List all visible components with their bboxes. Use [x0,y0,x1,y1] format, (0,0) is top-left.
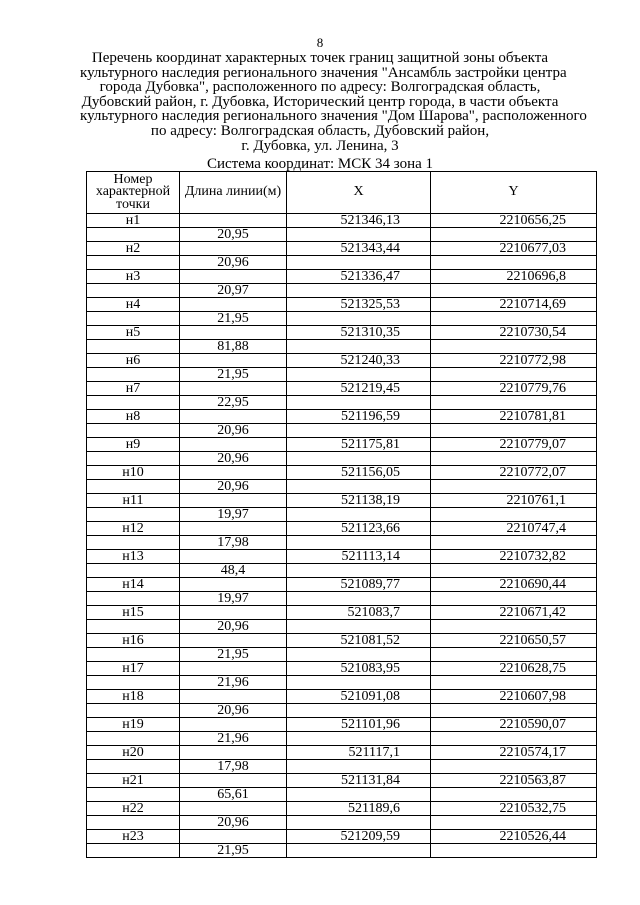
line-length-cell: 81,88 [180,340,287,354]
length-row [87,424,597,438]
empty-length-cell [180,522,287,536]
length-row [87,228,597,242]
empty-cell [287,480,431,494]
title-line: г. Дубовка, ул. Ленина, 3 [241,137,399,154]
point-number-cell: н23 [87,830,180,844]
empty-cell [87,788,180,802]
x-coordinate-cell: 521310,35 [287,326,431,340]
title-line: культурного наследия регионального значения "Дом Шарова", расположенного [80,108,587,125]
length-row [87,256,597,270]
empty-cell [87,256,180,270]
length-row [87,340,597,354]
table-row [87,354,597,368]
length-row [87,816,597,830]
empty-length-cell [180,298,287,312]
table-row [87,550,597,564]
point-number-cell: н10 [87,466,180,480]
point-number-cell: н6 [87,354,180,368]
empty-cell [87,564,180,578]
point-number-cell: н12 [87,522,180,536]
empty-cell [287,816,431,830]
title-line: Перечень координат характерных точек границ защитной зоны объекта [91,50,549,66]
x-coordinate-cell: 521240,33 [287,354,431,368]
empty-cell [287,704,431,718]
empty-cell [431,704,597,718]
table-row [87,830,597,844]
y-coordinate-cell: 2210714,69 [431,298,597,312]
page-number: 8 [316,35,324,50]
x-coordinate-cell: 521083,95 [287,662,431,676]
empty-cell [87,480,180,494]
y-coordinate-cell: 2210779,07 [431,438,597,452]
point-number-cell: н19 [87,718,180,732]
y-coordinate-cell: 2210650,57 [431,634,597,648]
empty-length-cell [180,802,287,816]
point-number-cell: н5 [87,326,180,340]
point-number-cell: н1 [87,214,180,228]
x-coordinate-cell: 521336,47 [287,270,431,284]
x-coordinate-cell: 521209,59 [287,830,431,844]
table-row [87,606,597,620]
empty-cell [287,732,431,746]
y-coordinate-cell: 2210772,98 [431,354,597,368]
title-line: по адресу: Волгоградская область, Дубовский район, [150,122,490,139]
empty-length-cell [180,270,287,284]
point-number-cell: н3 [87,270,180,284]
point-number-cell: н13 [87,550,180,564]
coordinates-table [86,171,597,858]
y-coordinate-cell: 2210574,17 [431,746,597,760]
x-coordinate-cell: 521219,45 [287,382,431,396]
length-row [87,620,597,634]
line-length-cell: 20,96 [180,816,287,830]
table-row [87,410,597,424]
empty-cell [287,228,431,242]
line-length-cell: 21,95 [180,312,287,326]
x-coordinate-cell: 521189,6 [287,802,431,816]
title-line: культурного наследия регионального значения "Ансамбль застройки центра [80,64,567,81]
y-coordinate-cell: 2210526,44 [431,830,597,844]
line-length-cell: 21,95 [180,368,287,382]
line-length-cell: 20,96 [180,424,287,438]
empty-cell [87,648,180,662]
empty-length-cell [180,718,287,732]
line-length-cell: 19,97 [180,592,287,606]
empty-cell [287,368,431,382]
header-point-number: Номер характерной точки [87,172,180,214]
empty-length-cell [180,382,287,396]
empty-cell [87,228,180,242]
empty-cell [87,424,180,438]
coordinate-system-label: Система координат: МСК 34 зона 1 [206,156,434,172]
x-coordinate-cell: 521081,52 [287,634,431,648]
empty-length-cell [180,494,287,508]
line-length-cell: 20,97 [180,284,287,298]
y-coordinate-cell: 2210732,82 [431,550,597,564]
x-coordinate-cell: 521101,96 [287,718,431,732]
length-row [87,844,597,858]
length-row [87,788,597,802]
x-coordinate-cell: 521343,44 [287,242,431,256]
empty-cell [431,648,597,662]
x-coordinate-cell: 521113,14 [287,550,431,564]
empty-cell [87,452,180,466]
empty-cell [287,284,431,298]
empty-length-cell [180,830,287,844]
empty-cell [431,228,597,242]
empty-cell [287,648,431,662]
line-length-cell: 20,96 [180,704,287,718]
empty-cell [431,340,597,354]
empty-cell [431,424,597,438]
length-row [87,592,597,606]
empty-cell [87,592,180,606]
y-coordinate-cell: 2210781,81 [431,410,597,424]
table-row [87,494,597,508]
empty-cell [431,844,597,858]
empty-cell [287,564,431,578]
table-row [87,662,597,676]
empty-cell [431,508,597,522]
empty-cell [287,424,431,438]
y-coordinate-cell: 2210671,42 [431,606,597,620]
y-coordinate-cell: 2210532,75 [431,802,597,816]
empty-cell [287,508,431,522]
table-row [87,774,597,788]
empty-length-cell [180,242,287,256]
empty-cell [431,564,597,578]
empty-length-cell [180,634,287,648]
point-number-cell: н14 [87,578,180,592]
empty-cell [87,368,180,382]
y-coordinate-cell: 2210677,03 [431,242,597,256]
length-row [87,536,597,550]
y-coordinate-cell: 2210779,76 [431,382,597,396]
point-number-cell: н21 [87,774,180,788]
length-row [87,480,597,494]
empty-cell [431,368,597,382]
line-length-cell: 48,4 [180,564,287,578]
line-length-cell: 20,96 [180,620,287,634]
line-length-cell: 17,98 [180,760,287,774]
x-coordinate-cell: 521117,1 [287,746,431,760]
table-row [87,718,597,732]
length-row [87,508,597,522]
empty-cell [287,788,431,802]
line-length-cell: 65,61 [180,788,287,802]
length-row [87,396,597,410]
table-body [87,214,597,858]
point-number-cell: н15 [87,606,180,620]
x-coordinate-cell: 521156,05 [287,466,431,480]
table-row [87,802,597,816]
y-coordinate-cell: 2210761,1 [431,494,597,508]
x-coordinate-cell: 521083,7 [287,606,431,620]
empty-cell [87,732,180,746]
point-number-cell: н7 [87,382,180,396]
empty-cell [87,816,180,830]
point-number-cell: н2 [87,242,180,256]
empty-length-cell [180,326,287,340]
empty-cell [287,676,431,690]
table-row [87,242,597,256]
table-row [87,746,597,760]
empty-cell [287,760,431,774]
point-number-cell: н9 [87,438,180,452]
x-coordinate-cell: 521123,66 [287,522,431,536]
x-coordinate-cell: 521175,81 [287,438,431,452]
length-row [87,312,597,326]
empty-cell [87,620,180,634]
line-length-cell: 20,96 [180,256,287,270]
point-number-cell: н16 [87,634,180,648]
table-row [87,522,597,536]
empty-cell [87,508,180,522]
empty-cell [431,620,597,634]
empty-cell [287,452,431,466]
empty-cell [431,760,597,774]
line-length-cell: 17,98 [180,536,287,550]
empty-cell [87,704,180,718]
point-number-cell: н20 [87,746,180,760]
empty-cell [431,284,597,298]
empty-length-cell [180,578,287,592]
line-length-cell: 20,96 [180,452,287,466]
empty-cell [287,256,431,270]
empty-cell [431,452,597,466]
line-length-cell: 21,96 [180,732,287,746]
title-line: Дубовский район, г. Дубовка, Исторический центр города, в части объекта [81,93,559,110]
empty-cell [287,340,431,354]
length-row [87,648,597,662]
table-row [87,298,597,312]
length-row [87,704,597,718]
x-coordinate-cell: 521196,59 [287,410,431,424]
table-row [87,438,597,452]
empty-cell [431,816,597,830]
empty-length-cell [180,214,287,228]
empty-cell [87,760,180,774]
length-row [87,732,597,746]
point-number-cell: н11 [87,494,180,508]
empty-cell [431,536,597,550]
length-row [87,760,597,774]
table-row [87,326,597,340]
point-number-cell: н22 [87,802,180,816]
point-number-cell: н8 [87,410,180,424]
header-x: X [287,172,431,214]
empty-cell [431,676,597,690]
length-row [87,452,597,466]
empty-length-cell [180,410,287,424]
empty-cell [287,536,431,550]
title-line: города Дубовка", расположенного по адресу: Волгоградская область, [99,79,541,96]
line-length-cell: 20,95 [180,228,287,242]
x-coordinate-cell: 521325,53 [287,298,431,312]
empty-cell [287,620,431,634]
x-coordinate-cell: 521089,77 [287,578,431,592]
empty-cell [287,312,431,326]
line-length-cell: 20,96 [180,480,287,494]
header-y: Y [431,172,597,214]
empty-cell [87,312,180,326]
empty-cell [287,396,431,410]
empty-length-cell [180,746,287,760]
line-length-cell: 21,95 [180,648,287,662]
empty-cell [87,284,180,298]
empty-cell [87,396,180,410]
document-title [80,50,587,154]
empty-cell [287,844,431,858]
empty-cell [87,676,180,690]
y-coordinate-cell: 2210656,25 [431,214,597,228]
y-coordinate-cell: 2210607,98 [431,690,597,704]
y-coordinate-cell: 2210747,4 [431,522,597,536]
empty-cell [431,788,597,802]
y-coordinate-cell: 2210590,07 [431,718,597,732]
empty-cell [287,592,431,606]
empty-cell [431,312,597,326]
table-header-row [87,172,597,214]
empty-cell [431,732,597,746]
empty-cell [431,592,597,606]
table-row [87,466,597,480]
empty-length-cell [180,774,287,788]
length-row [87,284,597,298]
empty-length-cell [180,550,287,564]
length-row [87,368,597,382]
line-length-cell: 21,96 [180,676,287,690]
empty-cell [87,844,180,858]
empty-length-cell [180,466,287,480]
empty-length-cell [180,662,287,676]
y-coordinate-cell: 2210690,44 [431,578,597,592]
y-coordinate-cell: 2210772,07 [431,466,597,480]
point-number-cell: н18 [87,690,180,704]
table-row [87,634,597,648]
empty-cell [431,396,597,410]
empty-cell [431,480,597,494]
point-number-cell: н4 [87,298,180,312]
y-coordinate-cell: 2210730,54 [431,326,597,340]
length-row [87,676,597,690]
line-length-cell: 19,97 [180,508,287,522]
line-length-cell: 21,95 [180,844,287,858]
table-row [87,578,597,592]
empty-length-cell [180,606,287,620]
empty-length-cell [180,438,287,452]
point-number-cell: н17 [87,662,180,676]
empty-cell [87,536,180,550]
length-row [87,564,597,578]
table-row [87,214,597,228]
line-length-cell: 22,95 [180,396,287,410]
empty-length-cell [180,690,287,704]
y-coordinate-cell: 2210563,87 [431,774,597,788]
x-coordinate-cell: 521346,13 [287,214,431,228]
x-coordinate-cell: 521091,08 [287,690,431,704]
empty-cell [87,340,180,354]
x-coordinate-cell: 521131,84 [287,774,431,788]
header-line-length: Длина линии(м) [180,172,287,214]
table-row [87,382,597,396]
empty-cell [431,256,597,270]
x-coordinate-cell: 521138,19 [287,494,431,508]
y-coordinate-cell: 2210696,8 [431,270,597,284]
table-row [87,690,597,704]
empty-length-cell [180,354,287,368]
table-row [87,270,597,284]
y-coordinate-cell: 2210628,75 [431,662,597,676]
